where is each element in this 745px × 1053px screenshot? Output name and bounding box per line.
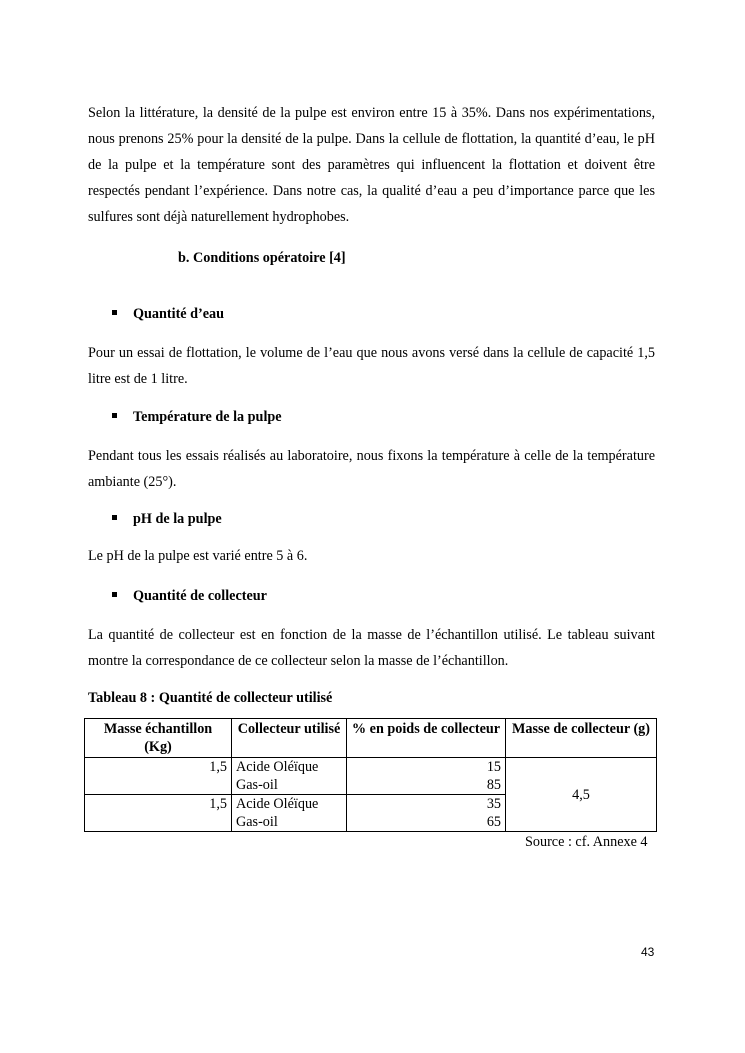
collecteur-paragraph: La quantité de collecteur est en fonction de la masse de l’échantillon utilisé. Le tableau suivant montre la correspondance de ce collecteur selon la masse de l’échantillon. [88, 627, 655, 669]
header-poids: % en poids de collecteur [347, 719, 506, 758]
collecteur-name: Gas-oil [236, 814, 278, 830]
cell-poids [347, 758, 506, 795]
cell-masse: 1,5 [85, 758, 232, 795]
square-bullet-icon [112, 515, 117, 520]
collecteur-name: Acide Oléïque [236, 759, 319, 775]
cell-masse: 1,5 [85, 795, 232, 832]
poids-value: 65 [486, 814, 501, 830]
table-caption: Tableau 8 : Quantité de collecteur utilisé [88, 690, 333, 706]
intro-paragraph: Selon la littérature, la densité de la pulpe est environ entre 15 à 35%. Dans nos expérimentations, nous prenons 25% pour la densité de la pulpe. Dans la cellule de flottation, la quantité d’eau, le pH de la pulpe et la température sont des paramètres qui influencent la flottation et doivent être respectés pendant l’expérience. Dans notre cas, la qualité d’eau a peu d’importance parce que les sulfures sont déjà naturellement hydrophobes. [88, 105, 655, 225]
square-bullet-icon [112, 592, 117, 597]
bullet-quantite-eau [112, 306, 224, 323]
cell-collecteur [232, 758, 347, 795]
square-bullet-icon [112, 310, 117, 315]
temperature-paragraph: Pendant tous les essais réalisés au laboratoire, nous fixons la température à celle de la température ambiante (25°). [88, 448, 655, 490]
bullet-ph [112, 511, 222, 528]
table-row [85, 758, 657, 795]
bullet-label: Quantité d’eau [133, 306, 225, 322]
bullet-label: pH de la pulpe [133, 511, 222, 527]
poids-value: 35 [486, 796, 501, 812]
header-collecteur: Collecteur utilisé [232, 719, 347, 758]
bullet-label: Quantité de collecteur [133, 588, 267, 604]
section-heading: b. Conditions opératoire [4] [178, 250, 346, 266]
cell-masse-collecteur: 4,5 [506, 758, 657, 832]
collecteur-name: Gas-oil [236, 777, 278, 793]
header-masse-collecteur: Masse de collecteur (g) [506, 719, 657, 758]
bullet-quantite-collecteur [112, 588, 267, 605]
page-number: 43 [641, 945, 655, 959]
square-bullet-icon [112, 413, 117, 418]
table-source: Source : cf. Annexe 4 [525, 834, 648, 850]
poids-value: 85 [486, 777, 501, 793]
bullet-label: Température de la pulpe [133, 409, 282, 425]
cell-poids [347, 795, 506, 832]
header-masse-echantillon: Masse échantillon (Kg) [85, 719, 232, 758]
table-header-row [85, 719, 657, 758]
ph-paragraph: Le pH de la pulpe est varié entre 5 à 6. [88, 548, 308, 564]
poids-value: 15 [486, 759, 501, 775]
collecteur-table [84, 718, 657, 832]
cell-collecteur [232, 795, 347, 832]
eau-paragraph: Pour un essai de flottation, le volume de l’eau que nous avons versé dans la cellule de capacité 1,5 litre est de 1 litre. [88, 345, 655, 387]
collecteur-name: Acide Oléïque [236, 796, 319, 812]
bullet-temperature [112, 409, 282, 426]
